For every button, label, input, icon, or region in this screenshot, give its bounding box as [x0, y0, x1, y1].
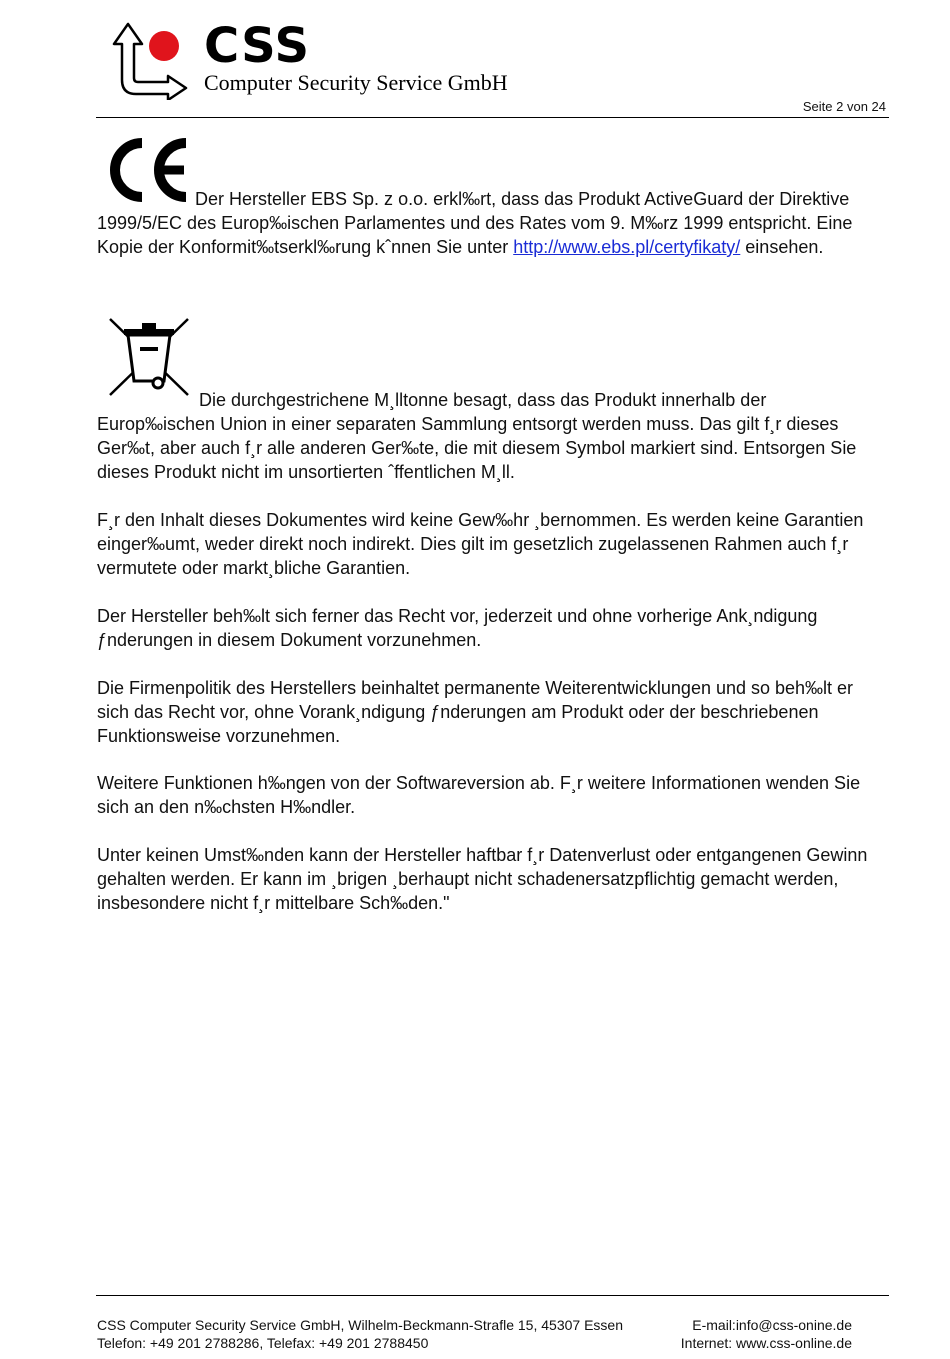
css-logo-arrow-icon: [108, 20, 188, 100]
liability-paragraph: Unter keinen Umst‰nden kann der Hersteller haftbar f¸r Datenverlust oder entgangenen Gewinn gehalten werden. Er kann im ¸brigen ¸berhaupt nicht schadenersatzpflichtig gemacht werden, insbesondere nicht f¸r mittelbare Sch‰den.": [97, 845, 868, 913]
policy-paragraph: Die Firmenpolitik des Herstellers beinhaltet permanente Weiterentwicklungen und so beh‰lt er sich das Recht vor, ohne Vorank¸ndigung ƒnderungen am Produkt oder der beschriebenen Funktionsweise vorzunehmen.: [97, 678, 854, 746]
footer-phone: Telefon: +49 201 2788286, Telefax: +49 201 2788450: [97, 1335, 429, 1351]
company-name: Computer Security Service GmbH: [204, 70, 508, 95]
ce-declaration-text: Der Hersteller EBS Sp. z o.o. erkl‰rt, dass das Produkt ActiveGuard der Direktive 1999/5/EC des Europ‰ischen Parlamentes und des Rates vom 9. M‰rz 1999 entspricht. Eine Kopie der Konformit‰tserkl‰rung kˆnnen Sie unter: [97, 189, 853, 257]
page-number: Seite 2 von 24: [802, 99, 886, 114]
footer-email[interactable]: E-mail:info@css-onine.de: [692, 1317, 852, 1333]
ce-declaration-paragraph: [97, 187, 887, 259]
certificates-link[interactable]: http://www.ebs.pl/certyfikaty/: [513, 237, 741, 257]
weee-paragraph: [97, 388, 887, 484]
footer-online: [674, 1316, 852, 1352]
header-divider: [96, 117, 889, 118]
ce-declaration-text-end: einsehen.: [740, 237, 824, 257]
crossed-out-wheelie-bin-icon: [108, 315, 190, 397]
footer-website[interactable]: Internet: www.css-online.de: [680, 1335, 852, 1351]
page-header: [0, 0, 950, 120]
footer-contact: [97, 1316, 623, 1352]
warranty-paragraph: F¸r den Inhalt dieses Dokumentes wird keine Gew‰hr ¸bernommen. Es werden keine Garantien einger‰umt, weder direkt noch indirekt. Dies gilt im gesetzlich zugelassenen Rahmen auch f¸r vermutete oder markt¸bliche Garantien.: [97, 510, 864, 578]
changes-paragraph: Der Hersteller beh‰lt sich ferner das Recht vor, jederzeit und ohne vorherige Ank¸ndigung ƒnderungen in diesem Dokument vorzunehmen.: [97, 606, 818, 650]
footer-address: CSS Computer Security Service GmbH, Wilhelm-Beckmann-Strafle 15, 45307 Essen: [97, 1317, 623, 1333]
weee-text: Die durchgestrichene M¸lltonne besagt, dass das Produkt innerhalb der Europ‰ischen Union in einer separaten Sammlung entsorgt werden muss. Das gilt f¸r dieses Ger‰t, aber auch f¸r alle anderen Ger‰te, die mit diesem Symbol markiert sind. Entsorgen Sie dieses Produkt nicht im unsortierten ˆffentlichen M¸ll.: [97, 390, 857, 482]
footer-divider: [96, 1295, 889, 1296]
functions-paragraph: Weitere Funktionen h‰ngen von der Softwareversion ab. F¸r weitere Informationen wenden Sie sich an den n‰chsten H‰ndler.: [97, 773, 861, 817]
logo-wordmark: CSS: [204, 18, 311, 74]
